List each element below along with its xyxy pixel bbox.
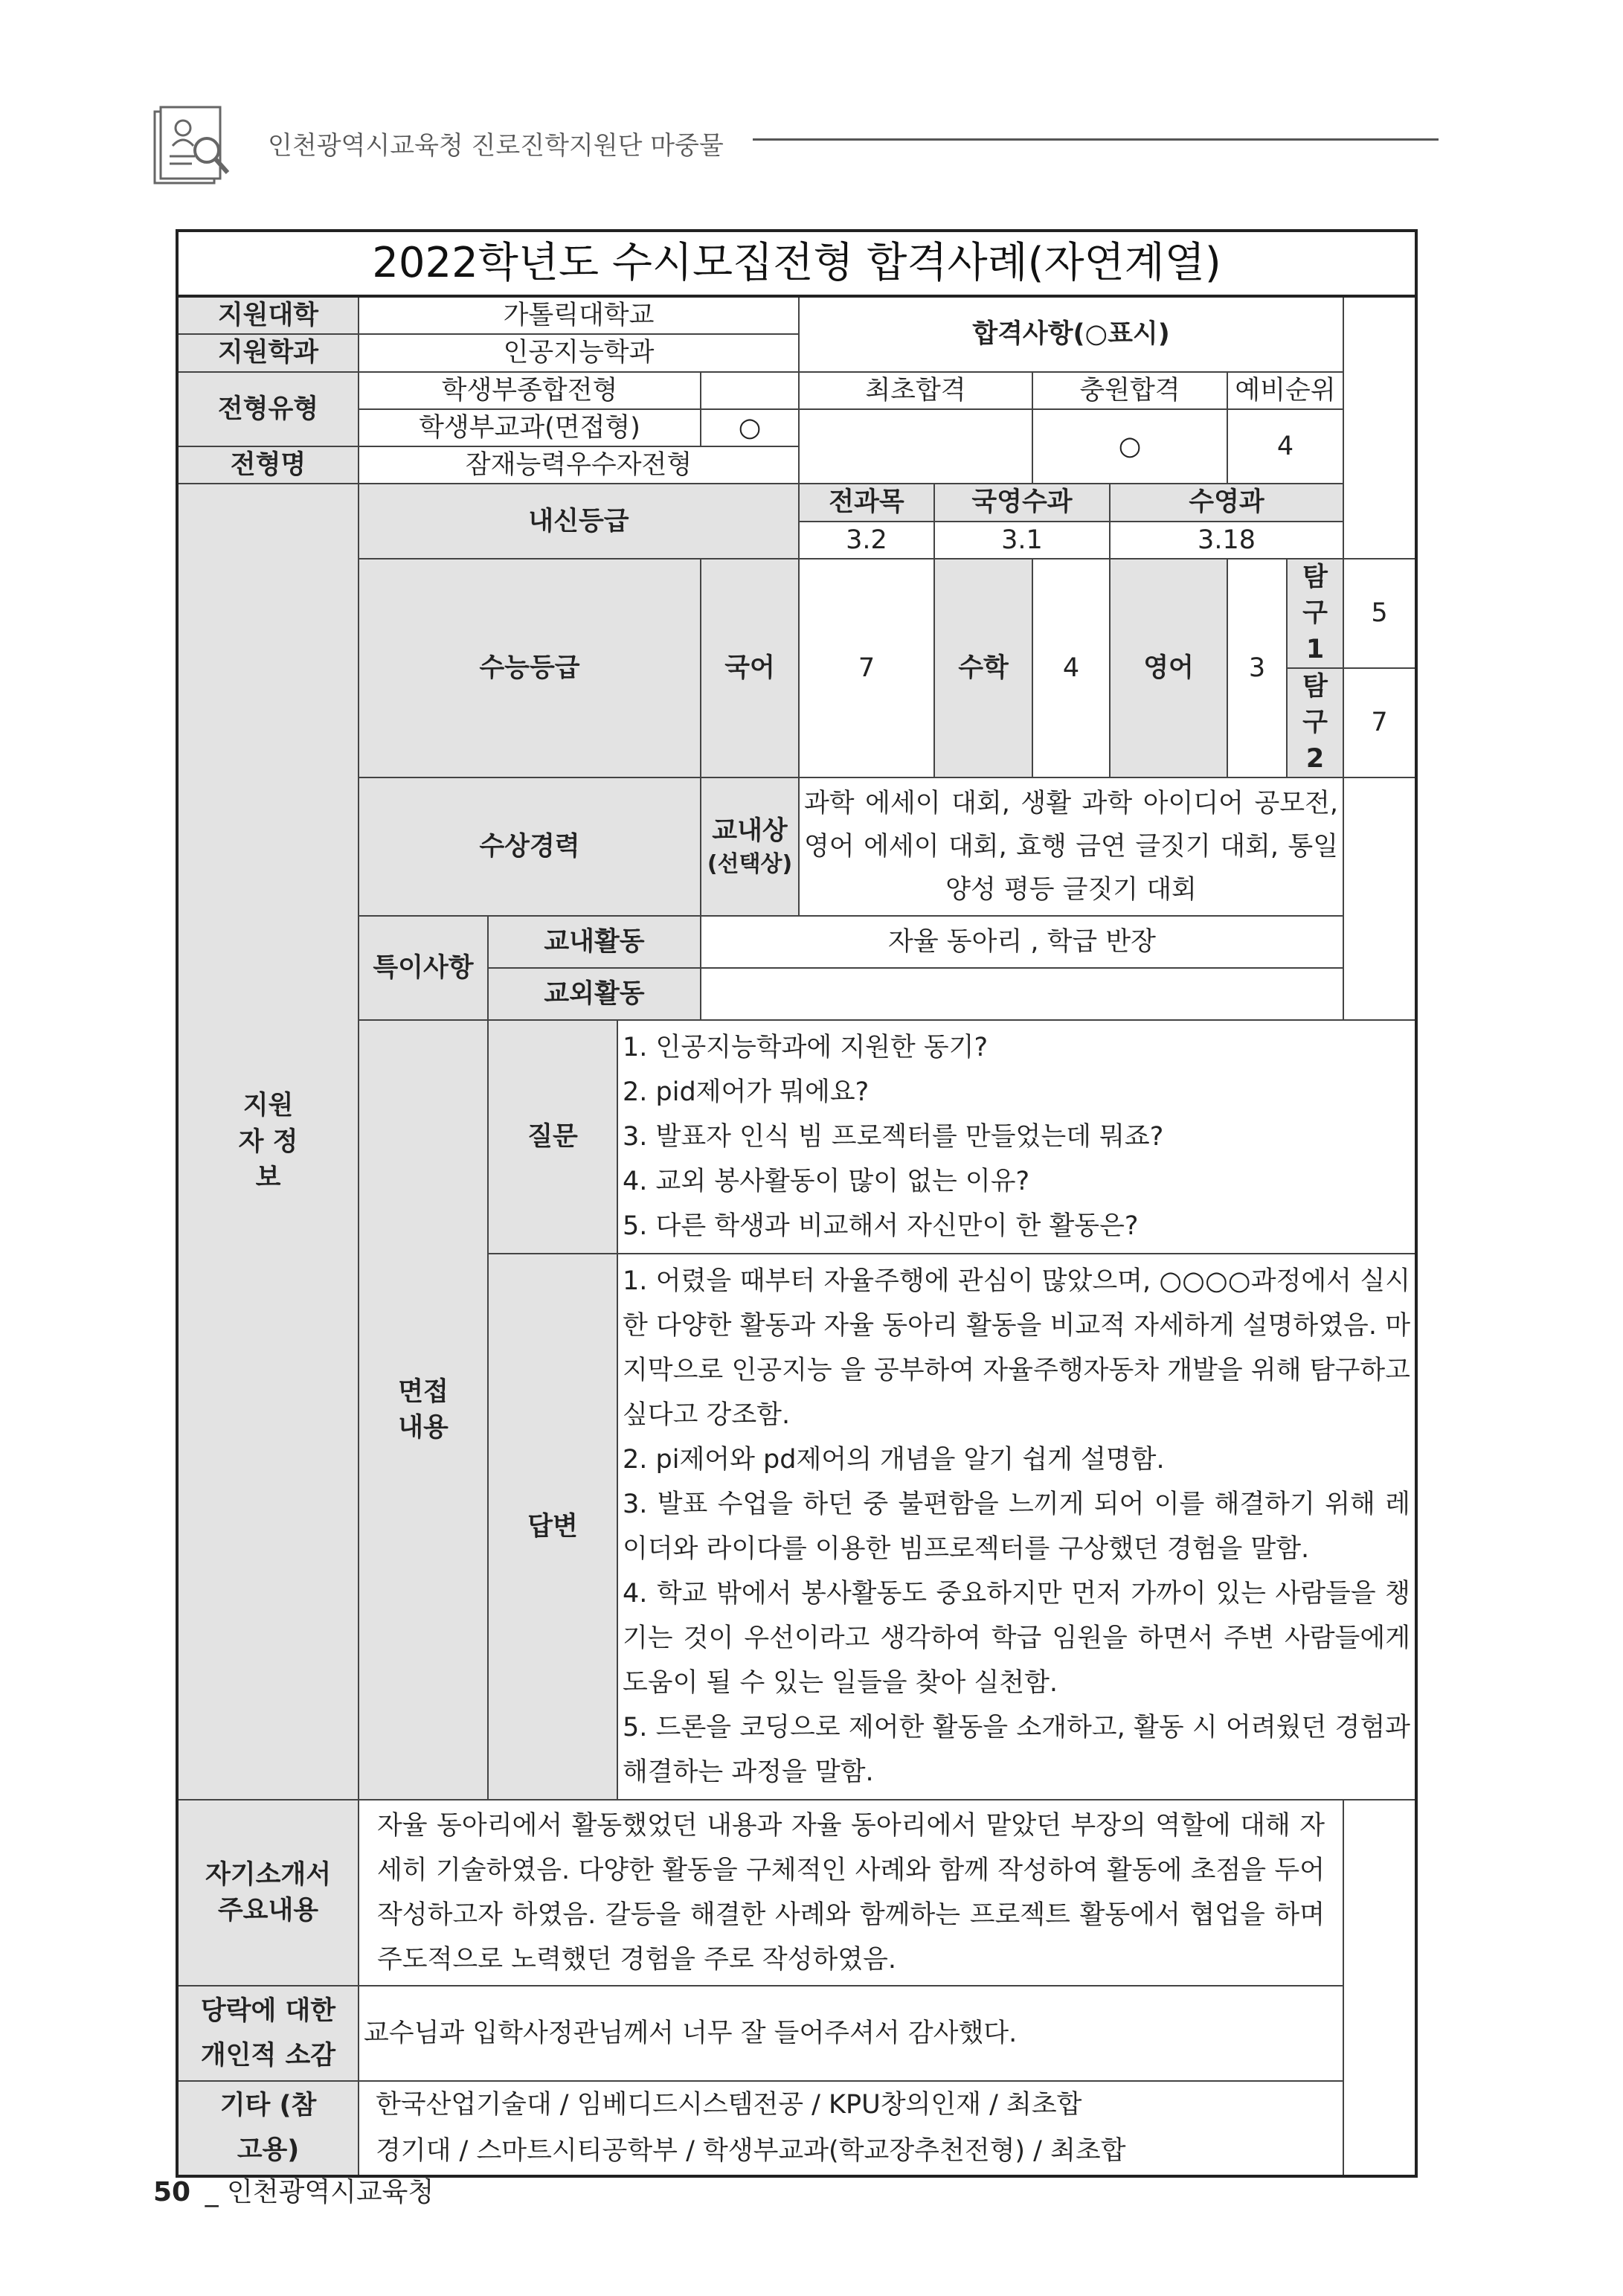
label-outact: 교외활동 xyxy=(488,968,701,1020)
label-gpa: 내신등급 xyxy=(359,484,799,559)
value-math: 4 xyxy=(1032,559,1110,777)
value-eng: 3 xyxy=(1227,559,1287,777)
answer-item: 1. 어렸을 때부터 자율주행에 관심이 많았으며, ○○○○과정에서 실시한 다양한 활동과 자율 동아리 활동을 비교적 자세하게 설명하였음. 마지막으로 인공지능 을 공부하여 자율주행자동차 개발을 위해 탐구하고 싶다고 강조함. xyxy=(623,1266,1410,1430)
answer-item: 3. 발표 수업을 하던 중 불편함을 느끼게 되어 이를 해결하기 위해 레이더와 라이다를 이용한 빔프로젝터를 구상했던 경험을 말함. xyxy=(623,1489,1410,1564)
footer-org: 인천광역시교육청 xyxy=(227,2177,434,2207)
label-dept: 지원학과 xyxy=(177,334,359,371)
label-gpa-all: 전과목 xyxy=(799,484,934,521)
label-gpa-mes: 수영과 xyxy=(1110,484,1343,521)
value-gpa-kes: 3.1 xyxy=(934,522,1110,559)
label-interview: 면접 내용 xyxy=(359,1020,488,1800)
question-item: 1. 인공지능학과에 지원한 동기? xyxy=(623,1032,989,1062)
label-applicant: 지원자 정보 xyxy=(177,484,359,1799)
value-reserve: 4 xyxy=(1227,409,1343,484)
label-result: 합격사항(○표시) xyxy=(799,296,1343,372)
page-footer xyxy=(153,2171,434,2209)
document-title: 2022학년도 수시모집전형 합격사례(자연계열) xyxy=(176,229,1418,295)
label-csat: 수능등급 xyxy=(359,559,701,777)
mark-first xyxy=(799,409,1032,484)
page-number: 50 xyxy=(153,2177,191,2207)
value-name: 잠재능력우수자전형 xyxy=(359,446,799,484)
label-question: 질문 xyxy=(488,1020,617,1254)
label-gpa-kes: 국영수과 xyxy=(934,484,1110,521)
label-etc: 기타 (참고용) xyxy=(177,2081,359,2176)
answer-item: 5. 드론을 코딩으로 제어한 활동을 소개하고, 활동 시 어려웠던 경험과 해결하는 과정을 말함. xyxy=(623,1712,1410,1787)
label-kor: 국어 xyxy=(701,559,799,777)
label-inaward: 교내상 (선택상) xyxy=(701,777,799,916)
label-special: 특이사항 xyxy=(359,916,488,1020)
answer-item: 2. pi제어와 pd제어의 개념을 알기 쉽게 설명함. xyxy=(623,1444,1165,1475)
answer-list xyxy=(617,1254,1416,1800)
mark-type2: ○ xyxy=(701,409,799,446)
label-award: 수상경력 xyxy=(359,777,701,916)
value-inq1: 5 xyxy=(1343,559,1416,668)
value-inq2: 7 xyxy=(1343,668,1416,777)
label-first: 최초합격 xyxy=(799,372,1032,409)
etc-item: 한국산업기술대 / 임베디드시스템전공 / KPU창의인재 / 최초합 xyxy=(376,2090,1082,2120)
mark-extra: ○ xyxy=(1032,409,1227,484)
value-outact xyxy=(701,968,1343,1020)
value-essay: 자율 동아리에서 활동했었던 내용과 자율 동아리에서 맡았던 부장의 역할에 대해 자세히 기술하였음. 다양한 활동을 구체적인 사례와 함께 작성하여 활동에 초점을 두어 작성하고자 하였음. 갈등을 해결한 사례와 함께하는 프로젝트 활동에서 협업을 하며 주도적으로 노력했던 경험을 주로 작성하였음. xyxy=(359,1800,1343,1986)
document-search-icon xyxy=(150,104,234,187)
etc-item: 경기대 / 스마트시티공학부 / 학생부교과(학교장추천전형) / 최초합 xyxy=(376,2136,1126,2167)
header-divider xyxy=(753,138,1439,141)
label-inq1: 탐구 1 xyxy=(1287,559,1343,668)
value-univ: 가톨릭대학교 xyxy=(359,296,799,334)
footer-separator: _ xyxy=(205,2177,219,2207)
question-item: 4. 교외 봉사활동이 많이 없는 이유? xyxy=(623,1166,1030,1196)
label-inq2: 탐구 2 xyxy=(1287,668,1343,777)
value-gpa-mes: 3.18 xyxy=(1110,522,1343,559)
label-inact: 교내활동 xyxy=(488,916,701,968)
label-impression: 당락에 대한 개인적 소감 xyxy=(177,1986,359,2081)
question-item: 3. 발표자 인식 빔 프로젝터를 만들었는데 뭐죠? xyxy=(623,1121,1164,1152)
value-type1: 학생부종합전형 xyxy=(359,372,701,409)
value-kor: 7 xyxy=(799,559,934,777)
label-name: 전형명 xyxy=(177,446,359,484)
mark-type1 xyxy=(701,372,799,409)
question-item: 5. 다른 학생과 비교해서 자신만이 한 활동은? xyxy=(623,1210,1139,1241)
value-type2: 학생부교과(면접형) xyxy=(359,409,701,446)
label-reserve: 예비순위 xyxy=(1227,372,1343,409)
admission-case-table xyxy=(176,295,1418,2178)
value-gpa-all: 3.2 xyxy=(799,522,934,559)
value-inact: 자율 동아리 , 학급 반장 xyxy=(701,916,1343,968)
value-awards: 과학 에세이 대회, 생활 과학 아이디어 공모전, 영어 에세이 대회, 효행 금연 글짓기 대회, 통일 양성 평등 글짓기 대회 xyxy=(799,777,1343,916)
etc-list xyxy=(359,2081,1343,2176)
value-impression: 교수님과 입학사정관님께서 너무 잘 들어주셔서 감사했다. xyxy=(359,1986,1343,2081)
question-item: 2. pid제어가 뭐에요? xyxy=(623,1077,870,1107)
label-essay: 자기소개서 주요내용 xyxy=(177,1800,359,1986)
value-dept: 인공지능학과 xyxy=(359,334,799,371)
label-extra: 충원합격 xyxy=(1032,372,1227,409)
label-math: 수학 xyxy=(934,559,1032,777)
question-list xyxy=(617,1020,1416,1254)
answer-item: 4. 학교 밖에서 봉사활동도 중요하지만 먼저 가까이 있는 사람들을 챙기는 것이 우선이라고 생각하여 학급 임원을 하면서 주변 사람들에게 도움이 될 수 있는 일들을 찾아 실천함. xyxy=(623,1578,1410,1698)
label-eng: 영어 xyxy=(1110,559,1227,777)
header-title: 인천광역시교육청 진로진학지원단 마중물 xyxy=(268,131,724,161)
label-univ: 지원대학 xyxy=(177,296,359,334)
label-type: 전형유형 xyxy=(177,372,359,447)
label-answer: 답변 xyxy=(488,1254,617,1800)
